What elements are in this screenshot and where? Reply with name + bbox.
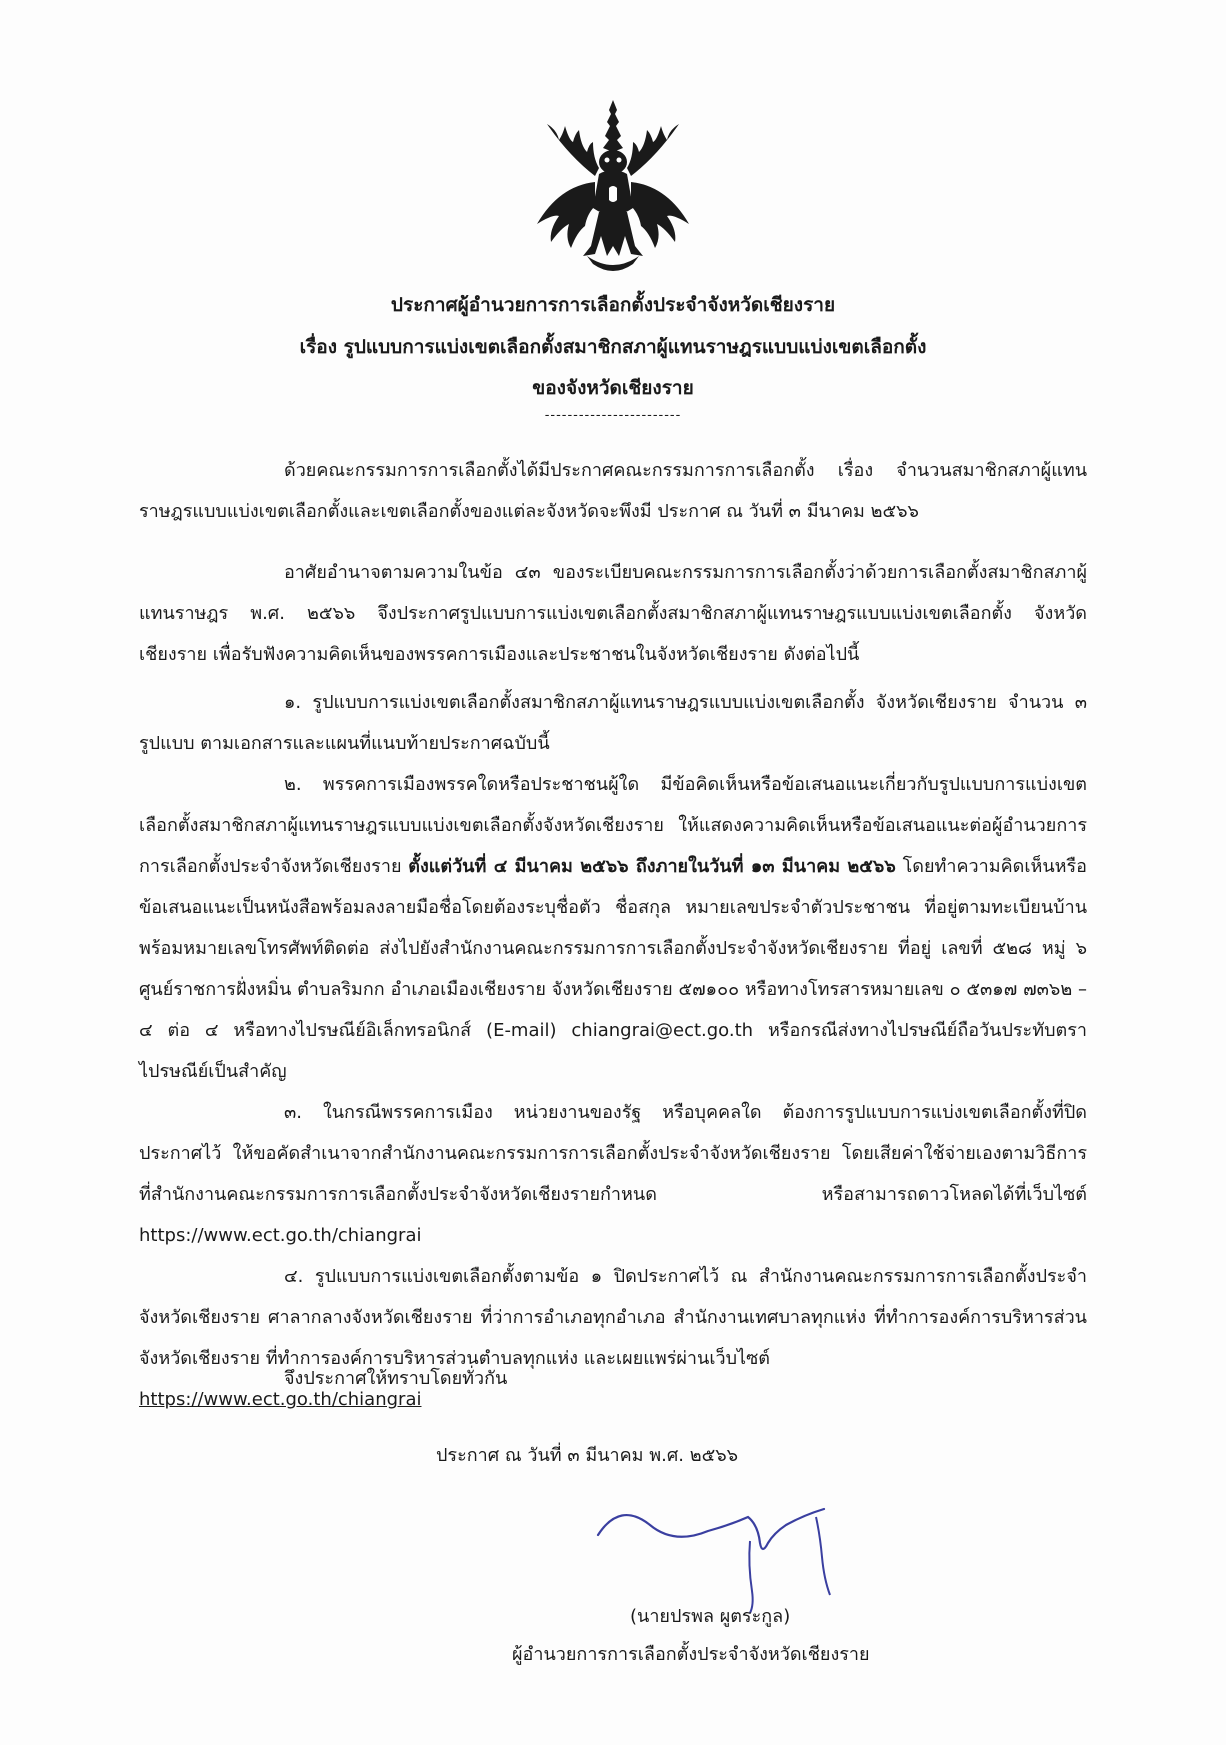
item-2-text-a: ๒. พรรคการเมืองพรรคใดหรือประชาชนผู้ใด มีข้อคิดเห็นหรือข้อเสนอแนะเกี่ยวกับรูปแบบการแบ่งเขตเลือกตั้งสมาชิกสภาผู้แทนราษฎรแบบแบ่งเขตเลือกตั้งจังหวัดเชียงราย ให้แสดงความคิดเห็นหรือข้อเสนอแนะต่อผู้อำนวยการการเลือกตั้งประจำจังหวัดเชียงราย	[139, 774, 1087, 877]
signer-position: ผู้อำนวยการการเลือกตั้งประจำจังหวัดเชียงราย	[512, 1644, 870, 1665]
paragraph-authority: อาศัยอำนาจตามความในข้อ ๔๓ ของระเบียบคณะกรรมการการเลือกตั้งว่าด้วยการเลือกตั้งสมาชิกสภาผู้แทนราษฎร พ.ศ. ๒๕๖๖ จึงประกาศรูปแบบการแบ่งเขตเลือกตั้งสมาชิกสภาผู้แทนราษฎรแบบแบ่งเขตเลือกตั้ง จังหวัดเชียงราย เพื่อรับฟังความคิดเห็นของพรรคการเมืองและประชาชนในจังหวัดเชียงราย ดังต่อไปนี้	[139, 562, 1087, 665]
item-2-deadline: ตั้งแต่วันที่ ๔ มีนาคม ๒๕๖๖ ถึงภายในวันที่ ๑๓ มีนาคม ๒๕๖๖	[408, 856, 896, 877]
announcement-body	[139, 450, 1087, 1420]
announcement-subject-continued: ของจังหวัดเชียงราย	[532, 377, 694, 399]
item-2-text-b: โดยทำความคิดเห็นหรือข้อเสนอแนะเป็นหนังสือพร้อมลงลายมือชื่อโดยต้องระบุชื่อตัว ชื่อสกุล หมายเลขประจำตัวประชาชน ที่อยู่ตามทะเบียนบ้าน พร้อมหมายเลขโทรศัพท์ติดต่อ ส่งไปยังสำนักงานคณะกรรมการการเลือกตั้งประจำจังหวัดเชียงราย ที่อยู่ เลขที่ ๕๒๘ หมู่ ๖ ศูนย์ราชการฝั่งหมิ่น ตำบลริมกก อำเภอเมืองเชียงราย จังหวัดเชียงราย ๕๗๑๐๐ หรือทางโทรสารหมายเลข ๐ ๕๓๑๗ ๗๓๖๒ – ๔ ต่อ ๔ หรือทางไปรษณีย์อิเล็กทรอนิกส์ (E-mail) chiangrai@ect.go.th หรือกรณีส่งทางไปรษณีย์ถือวันประทับตราไปรษณีย์เป็นสำคัญ	[139, 856, 1087, 1082]
announcement-subject: เรื่อง รูปแบบการแบ่งเขตเลือกตั้งสมาชิกสภาผู้แทนราษฎรแบบแบ่งเขตเลือกตั้ง	[299, 336, 927, 358]
website-link[interactable]: https://www.ect.go.th/chiangrai	[139, 1389, 422, 1410]
announcement-date: ประกาศ ณ วันที่ ๓ มีนาคม พ.ศ. ๒๕๖๖	[436, 1445, 739, 1466]
paragraph-item-2	[139, 764, 1087, 1092]
paragraph-preamble: ด้วยคณะกรรมการการเลือกตั้งได้มีประกาศคณะกรรมการการเลือกตั้ง เรื่อง จำนวนสมาชิกสภาผู้แทนราษฎรแบบแบ่งเขตเลือกตั้งและเขตเลือกตั้งของแต่ละจังหวัดจะพึงมี ประกาศ ณ วันที่ ๓ มีนาคม ๒๕๖๖	[139, 460, 1087, 522]
closing-statement: จึงประกาศให้ทราบโดยทั่วกัน	[284, 1368, 508, 1389]
item-4-text: ๔. รูปแบบการแบ่งเขตเลือกตั้งตามข้อ ๑ ปิดประกาศไว้ ณ สำนักงานคณะกรรมการการเลือกตั้งประจำจังหวัดเชียงราย ศาลากลางจังหวัดเชียงราย ที่ว่าการอำเภอทุกอำเภอ สำนักงานเทศบาลทุกแห่ง ที่ทำการองค์การบริหารส่วนจังหวัดเชียงราย ที่ทำการองค์การบริหารส่วนตำบลทุกแห่ง และเผยแพร่ผ่านเว็บไซต์	[139, 1266, 1087, 1369]
paragraph-item-1: ๑. รูปแบบการแบ่งเขตเลือกตั้งสมาชิกสภาผู้แทนราษฎรแบบแบ่งเขตเลือกตั้ง จังหวัดเชียงราย จำนวน ๓ รูปแบบ ตามเอกสารและแผนที่แนบท้ายประกาศฉบับนี้	[139, 692, 1087, 754]
title-separator: ------------------------	[544, 408, 682, 423]
paragraph-item-4	[139, 1256, 1087, 1420]
announcement-title: ประกาศผู้อำนวยการการเลือกตั้งประจำจังหวัดเชียงราย	[390, 294, 836, 316]
paragraph-item-3: ๓. ในกรณีพรรคการเมือง หน่วยงานของรัฐ หรือบุคคลใด ต้องการรูปแบบการแบ่งเขตเลือกตั้งที่ปิดประกาศไว้ ให้ขอคัดสำเนาจากสำนักงานคณะกรรมการการเลือกตั้งประจำจังหวัดเชียงราย โดยเสียค่าใช้จ่ายเองตามวิธีการที่สำนักงานคณะกรรมการการเลือกตั้งประจำจังหวัดเชียงรายกำหนด หรือสามารถดาวโหลดได้ที่เว็บไซต์ https://www.ect.go.th/chiangrai	[139, 1102, 1087, 1246]
signer-name: (นายปรพล ผูตระกูล)	[630, 1606, 791, 1627]
garuda-emblem	[529, 96, 697, 276]
